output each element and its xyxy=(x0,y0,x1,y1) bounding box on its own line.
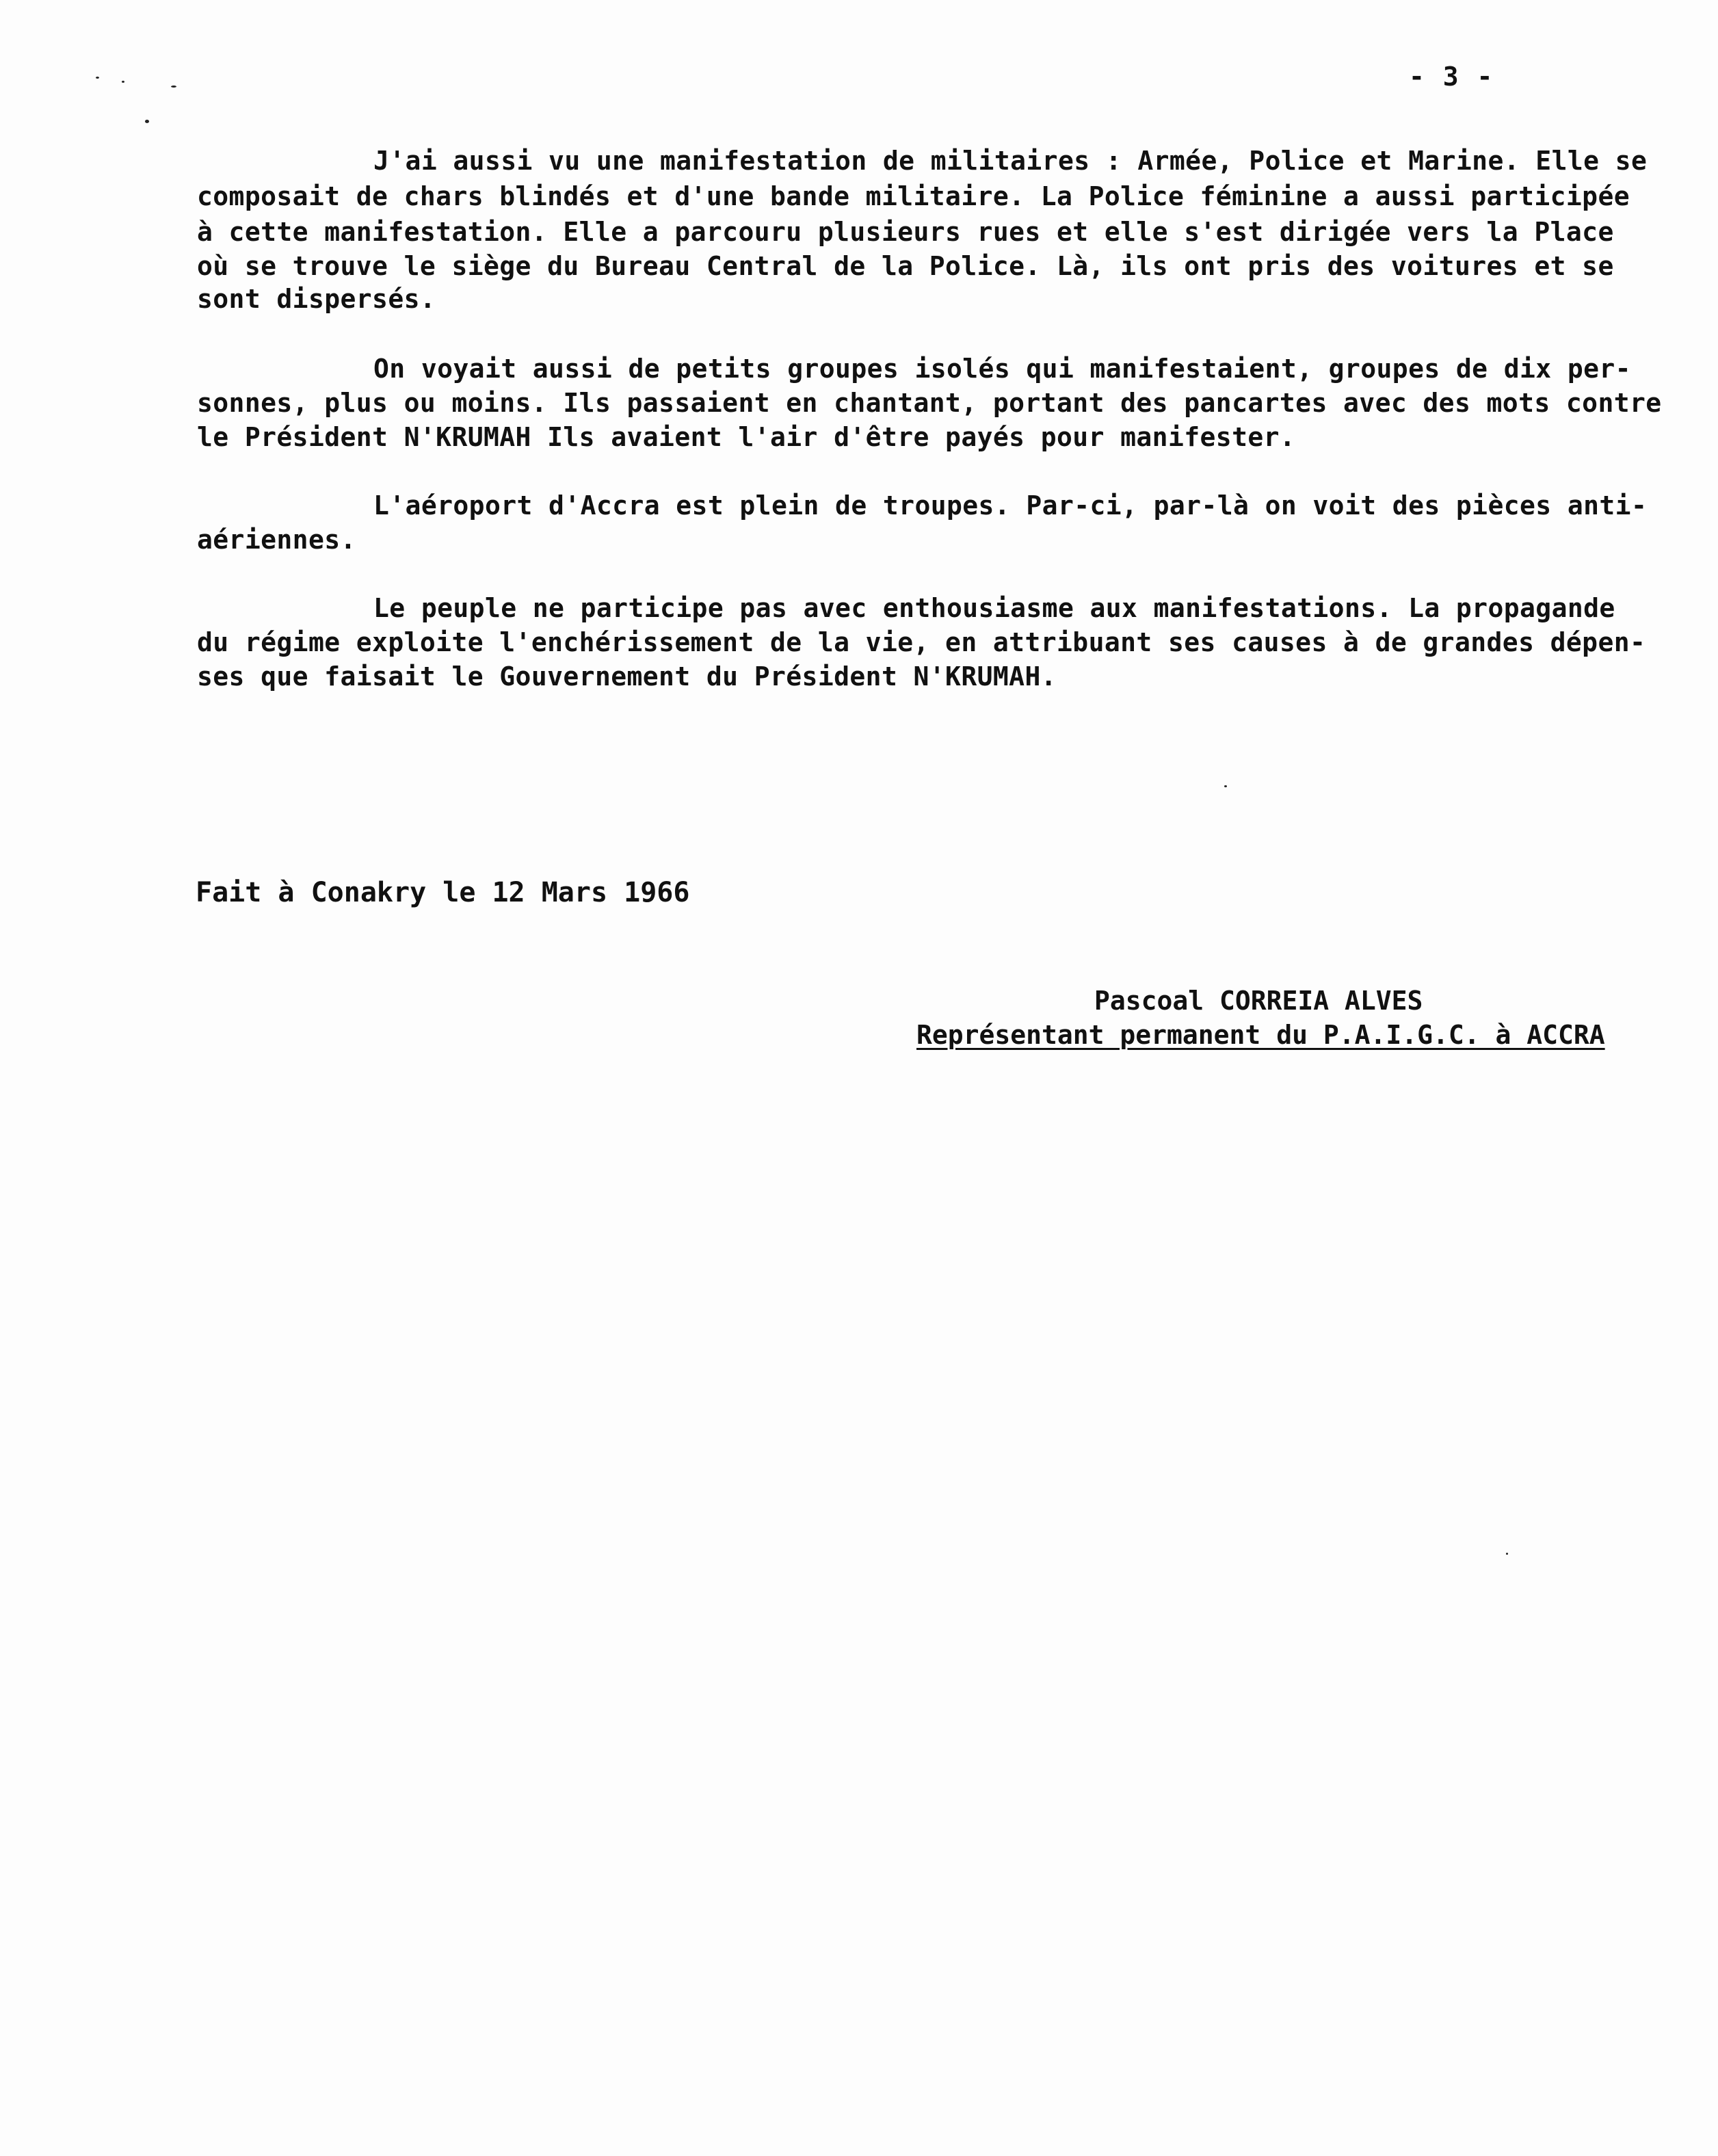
paragraph-2-line-2: sonnes, plus ou moins. Ils passaient en chantant, portant des pancartes avec des mots contre xyxy=(197,388,1662,418)
paragraph-1-line-1: J'ai aussi vu une manifestation de militaires : Armée, Police et Marine. Elle se xyxy=(373,146,1648,176)
paragraph-1-line-3: à cette manifestation. Elle a parcouru plusieurs rues et elle s'est dirigée vers la Place xyxy=(197,217,1614,247)
paragraph-4-line-3: ses que faisait le Gouvernement du Président N'KRUMAH. xyxy=(197,661,1057,692)
scan-speck xyxy=(1506,1553,1508,1555)
paragraph-1-line-5: sont dispersés. xyxy=(197,284,436,314)
paragraph-1-line-4: où se trouve le siège du Bureau Central de la Police. Là, ils ont pris des voitures et se xyxy=(197,251,1614,281)
page-number: - 3 - xyxy=(1409,62,1494,92)
scan-speck xyxy=(122,81,124,83)
paragraph-4-line-2: du régime exploite l'enchérissement de la vie, en attribuant ses causes à de grandes dépen- xyxy=(197,627,1646,657)
paragraph-2-line-3: le Président N'KRUMAH Ils avaient l'air d'être payés pour manifester. xyxy=(197,422,1296,452)
signatory-title: Représentant permanent du P.A.I.G.C. à ACCRA xyxy=(916,1020,1605,1050)
signatory-name: Pascoal CORREIA ALVES xyxy=(1094,986,1423,1016)
paragraph-1-line-2: composait de chars blindés et d'une bande militaire. La Police féminine a aussi participée xyxy=(197,181,1630,211)
paragraph-4-line-1: Le peuple ne participe pas avec enthousiasme aux manifestations. La propagande xyxy=(373,593,1615,623)
place-and-date: Fait à Conakry le 12 Mars 1966 xyxy=(196,877,690,908)
paragraph-3-line-1: L'aéroport d'Accra est plein de troupes. Par-ci, par-là on voit des pièces anti- xyxy=(373,490,1648,521)
scan-speck xyxy=(1224,785,1227,787)
paragraph-3-line-2: aériennes. xyxy=(197,525,356,555)
scan-speck xyxy=(171,86,176,88)
paragraph-2-line-1: On voyait aussi de petits groupes isolés qui manifestaient, groupes de dix per- xyxy=(373,354,1631,384)
scan-speck xyxy=(96,77,99,79)
scan-speck xyxy=(145,120,149,123)
